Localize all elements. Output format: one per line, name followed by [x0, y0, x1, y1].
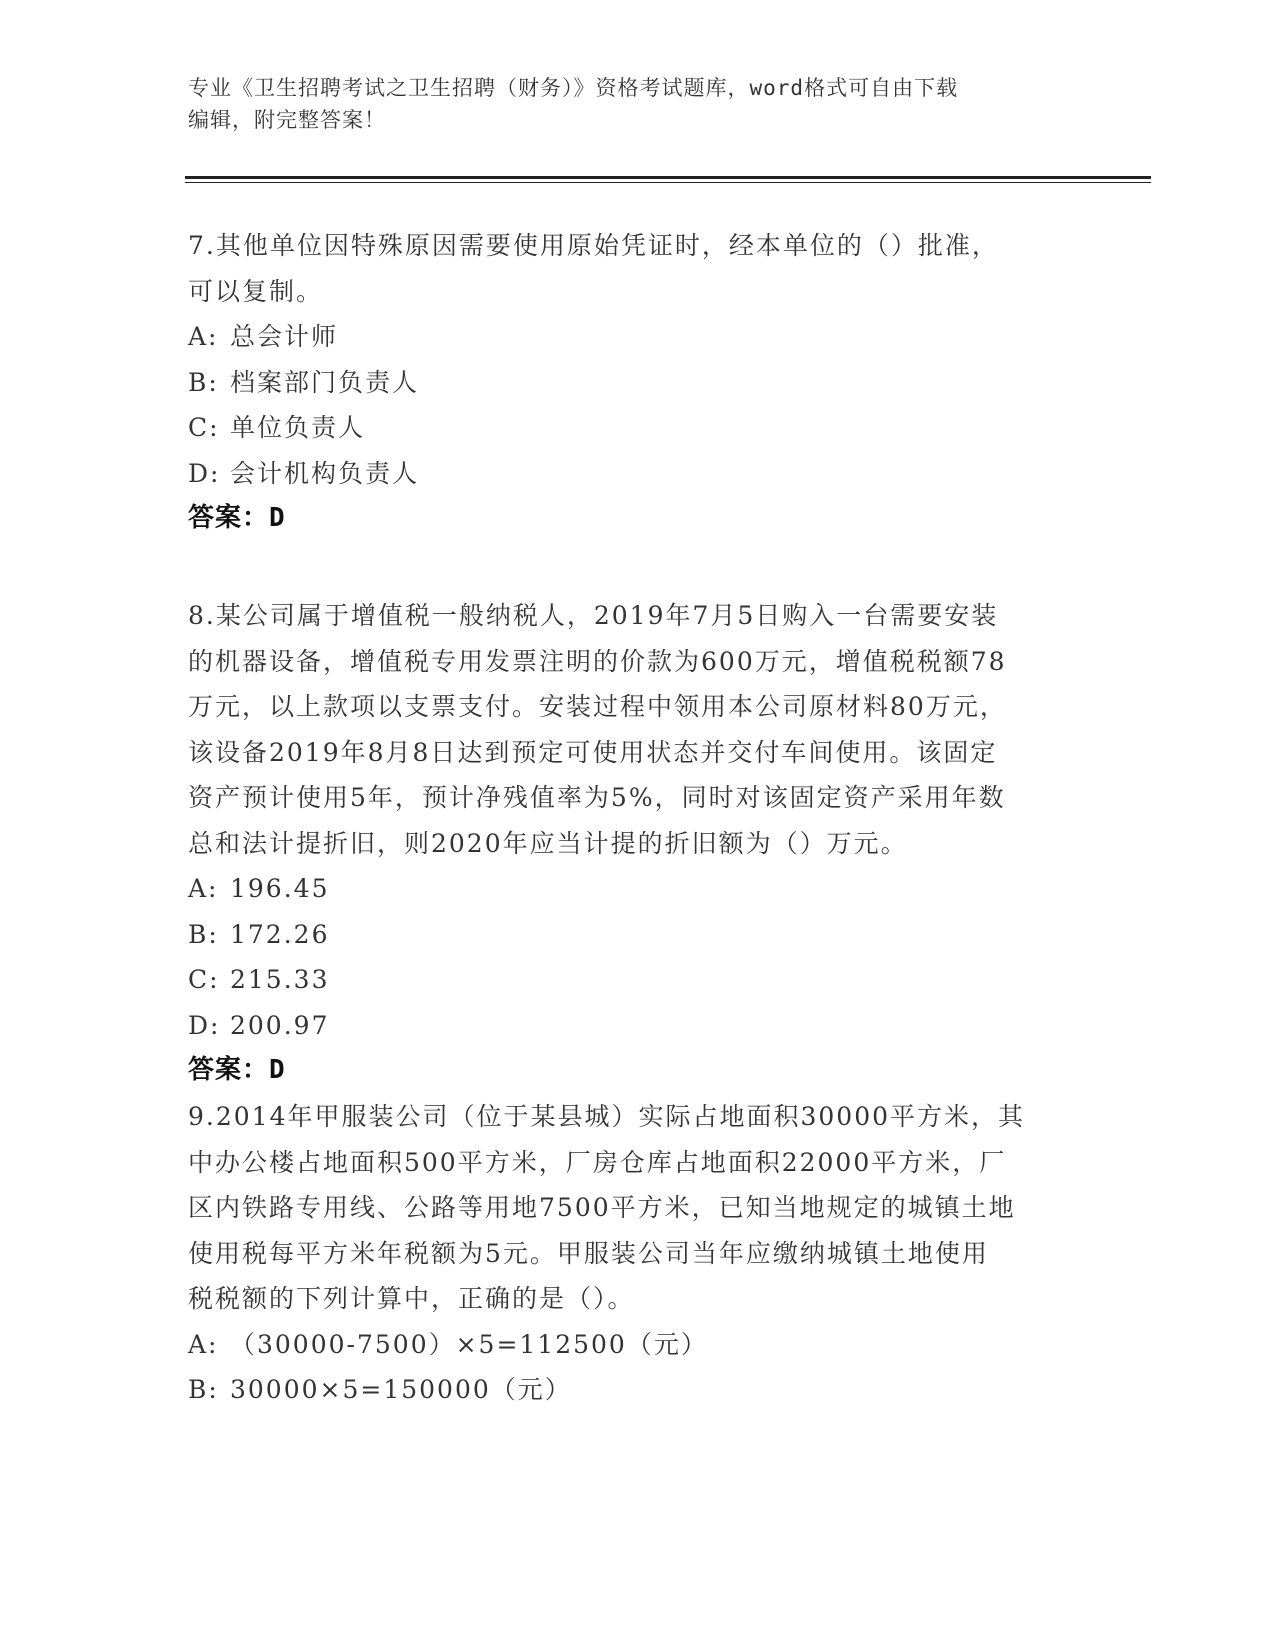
option-key: B:	[188, 367, 219, 397]
header-line-1: 专业《卫生招聘考试之卫生招聘（财务）》资格考试题库，word格式可自由下载	[188, 76, 959, 100]
question-stem-line: 税税额的下列计算中，正确的是（）。	[188, 1284, 635, 1313]
question-stem-line: 中办公楼占地面积500平方米，厂房仓库占地面积22000平方米，厂	[188, 1147, 1007, 1177]
question-stem-line: 7.其他单位因特殊原因需要使用原始凭证时，经本单位的（）批准，	[188, 231, 999, 260]
option-text: 215.33	[230, 965, 330, 994]
header-line-2: 编辑，附完整答案！	[188, 108, 386, 132]
header-divider-thick	[185, 176, 1151, 179]
option-b	[188, 1367, 1088, 1413]
option-key: C:	[188, 413, 220, 442]
option-c	[188, 957, 1088, 1003]
option-key: A:	[188, 874, 219, 903]
question-stem-line: 总和法计提折旧，则2020年应当计提的折旧额为（）万元。	[188, 828, 908, 858]
question-9	[188, 1094, 1088, 1413]
option-c	[188, 405, 1088, 451]
option-text: 总会计师	[230, 322, 339, 351]
option-text: 单位负责人	[230, 413, 366, 442]
option-d	[188, 1003, 1088, 1049]
header-divider-thin	[185, 182, 1151, 183]
option-text: 196.45	[230, 874, 330, 903]
answer-line: 答案：D	[188, 1055, 286, 1085]
question-stem-line: 8.某公司属于增值税一般纳税人，2019年7月5日购入一台需要安装	[188, 601, 999, 630]
question-7	[188, 223, 1088, 542]
question-stem-line: 区内铁路专用线、公路等用地7500平方米，已知当地规定的城镇土地	[188, 1193, 1016, 1222]
option-key: A:	[188, 1329, 219, 1359]
option-key: B:	[188, 919, 219, 949]
option-text: （30000-7500）×5=112500（元）	[230, 1329, 708, 1359]
option-text: 200.97	[230, 1010, 330, 1040]
question-stem-line: 万元，以上款项以支票支付。安装过程中领用本公司原材料80万元，	[188, 692, 1007, 721]
option-d	[188, 451, 1088, 497]
question-stem-line: 资产预计使用5年，预计净残值率为5%，同时对该固定资产采用年数	[188, 783, 1006, 812]
option-key: D:	[188, 458, 221, 488]
option-a	[188, 1322, 1088, 1368]
option-text: 会计机构负责人	[230, 458, 420, 488]
question-stem-line: 的机器设备，增值税专用发票注明的价款为600万元，增值税税额78	[188, 646, 1007, 676]
option-a	[188, 866, 1088, 912]
question-8	[188, 593, 1088, 1094]
option-text: 档案部门负责人	[230, 367, 420, 397]
option-key: B:	[188, 1375, 219, 1404]
question-stem-line: 该设备2019年8月8日达到预定可使用状态并交付车间使用。该固定	[188, 737, 998, 767]
option-b	[188, 360, 1088, 406]
option-text: 172.26	[230, 919, 330, 949]
option-key: C:	[188, 965, 220, 994]
option-a	[188, 314, 1088, 360]
option-key: A:	[188, 322, 219, 351]
question-stem-line: 9.2014年甲服装公司（位于某县城）实际占地面积30000平方米，其	[188, 1102, 1026, 1131]
question-stem-line: 使用税每平方米年税额为5元。甲服装公司当年应缴纳城镇土地使用	[188, 1238, 989, 1268]
option-b	[188, 912, 1088, 958]
answer-line: 答案：D	[188, 503, 286, 533]
option-key: D:	[188, 1010, 221, 1040]
question-stem-line: 可以复制。	[188, 276, 324, 306]
option-text: 30000×5=150000（元）	[230, 1375, 572, 1404]
document-header	[188, 72, 1088, 136]
